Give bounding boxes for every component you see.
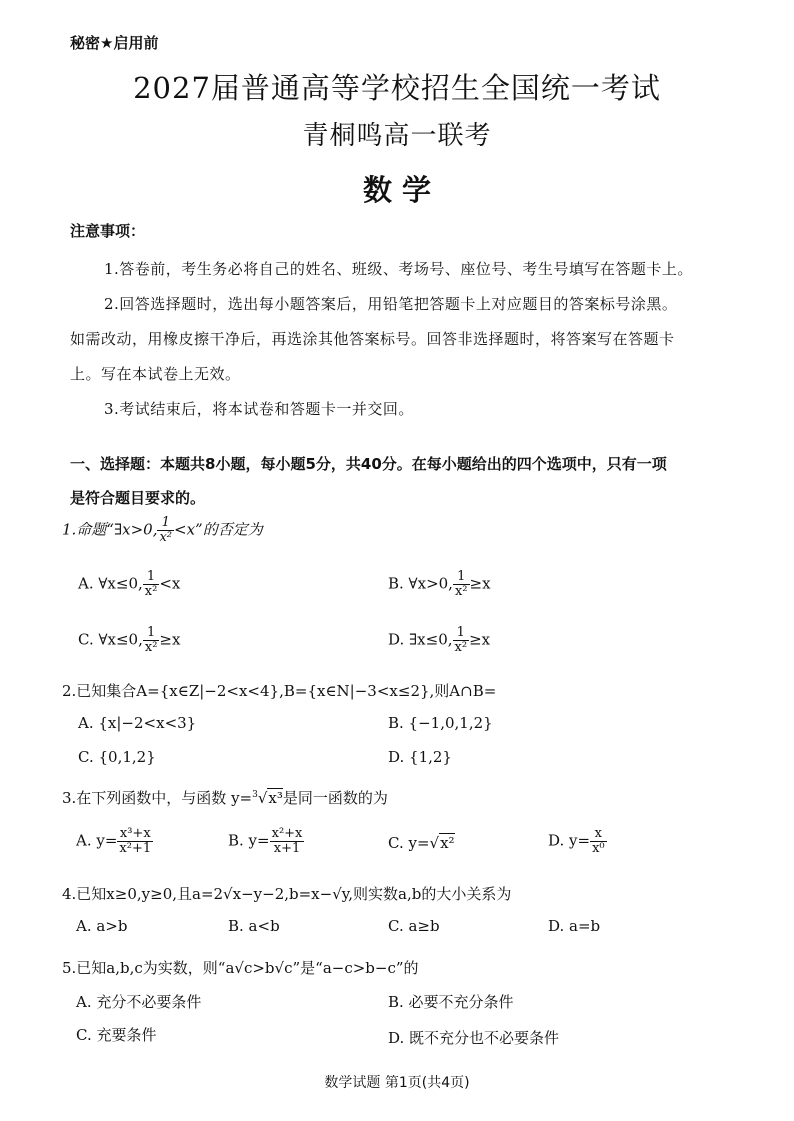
notes-heading: 注意事项： [70,222,146,240]
q1-b-post: ≥x [469,574,491,593]
q3-d-den: x⁰ [592,841,605,856]
q3-c-label: C. y= [388,834,430,852]
q1-option-c [78,626,180,655]
question-5-stem: 5.已知a,b,c为实数，则“a√c>b√c”是“a−c>b−c”的 [62,959,419,977]
q1-stem-pre: 1.命题“∃x>0, [62,520,158,539]
q1-option-d [388,626,490,655]
q1-c-den: x² [144,640,158,655]
q3-stem-pre: 3.在下列函数中，与函数 y= [62,789,253,807]
q1-a-num: 1 [143,570,160,585]
q3-option-c [388,834,455,852]
q1-b-frac [453,570,470,599]
q2-option-c: C. {0,1,2} [78,748,156,766]
q1-d-den: x² [454,640,468,655]
question-1-stem [62,516,263,545]
q1-a-den: x² [144,584,158,599]
q1-c-post: ≥x [159,630,181,649]
q1-b-den: x² [454,584,468,599]
q1-d-num: 1 [453,626,470,641]
q3-a-den: x²+1 [119,841,152,856]
question-3-stem [62,787,388,808]
section-heading-line1: 一、选择题：本题共8小题，每小题5分，共40分。在每小题给出的四个选项中，只有一项 [70,455,667,473]
question-2-stem: 2.已知集合A={x∈Z|−2<x<4},B={x∈N|−3<x≤2},则A∩B= [62,682,497,700]
q3-b-num: x²+x [271,826,303,841]
q1-frac-den: x² [159,530,173,545]
note-item-3: 3.考试结束后，将本试卷和答题卡一并交回。 [104,400,414,418]
q3-a-label: A. y= [76,831,118,850]
question-4-stem: 4.已知x≥0,y≥0,且a=2√x−y−2,b=x−√y,则实数a,b的大小关系为 [62,885,512,903]
q5-option-c: C. 充要条件 [76,1026,157,1044]
q2-option-b: B. {−1,0,1,2} [388,714,493,732]
note-item-2a: 2.回答选择题时，选出每小题答案后，用铅笔把答题卡上对应题目的答案标号涂黑。 [104,295,678,313]
page-footer: 数学试题 第1页(共4页) [324,1075,470,1091]
q1-option-b [388,570,491,599]
q3-option-a [76,827,153,856]
q1-stem-post: <x”的否定为 [174,520,263,539]
q3-a-frac [117,827,153,856]
q3-c-root-sign: √ [429,834,440,852]
q3-option-d [548,827,607,856]
note-item-2c: 上。写在本试卷上无效。 [70,365,241,383]
q1-b-pre: B. ∀x>0, [388,574,453,593]
q1-frac-num: 1 [157,516,174,531]
q3-root-sign: √ [257,789,268,807]
q3-b-frac [270,827,305,856]
exam-subtitle: 青桐鸣高一联考 [302,121,492,151]
exam-title: 2027届普通高等学校招生全国统一考试 [133,71,661,105]
q3-c-root-arg: x² [440,834,455,852]
q3-d-num: x [590,827,607,842]
q1-d-pre: D. ∃x≤0, [388,630,453,649]
q3-b-den: x+1 [273,841,301,856]
q1-d-post: ≥x [469,630,491,649]
q3-root-index: 3 [252,790,258,800]
q3-b-label: B. y= [228,831,270,850]
q1-a-post: <x [159,574,181,593]
q3-stem-post: 是同一函数的为 [282,789,388,807]
q4-option-c: C. a≥b [388,917,440,935]
q3-option-b [228,827,304,856]
note-item-2b: 如需改动，用橡皮擦干净后，再选涂其他答案标号。回答非选择题时，将答案写在答题卡 [70,330,675,348]
q1-option-a [78,570,180,599]
q1-d-frac [453,626,470,655]
q5-option-d: D. 既不充分也不必要条件 [388,1029,560,1047]
q2-option-a: A. {x|−2<x<3} [78,714,197,732]
q4-option-d: D. a=b [548,917,601,935]
q2-option-d: D. {1,2} [388,748,452,766]
q3-root-arg: x³ [268,789,283,807]
q1-c-pre: C. ∀x≤0, [78,630,143,649]
q3-d-label: D. y= [548,831,591,850]
q1-fraction [157,516,174,545]
q1-b-num: 1 [453,570,470,585]
q1-c-num: 1 [143,626,160,641]
q5-option-a: A. 充分不必要条件 [76,993,202,1011]
q3-a-num: x³+x [117,827,153,842]
q4-option-b: B. a<b [228,917,280,935]
q1-a-frac [143,570,160,599]
q5-option-b: B. 必要不充分条件 [388,993,514,1011]
q1-a-pre: A. ∀x≤0, [78,574,143,593]
subject-title: 数 学 [362,173,432,207]
section-heading-line2: 是符合题目要求的。 [70,489,206,507]
confidential-mark: 秘密★启用前 [70,34,159,52]
q1-c-frac [143,626,160,655]
q3-d-frac [590,827,607,856]
q4-option-a: A. a>b [76,917,128,935]
note-item-1: 1.答卷前，考生务必将自己的姓名、班级、考场号、座位号、考生号填写在答题卡上。 [104,260,693,278]
section-heading [70,447,740,515]
